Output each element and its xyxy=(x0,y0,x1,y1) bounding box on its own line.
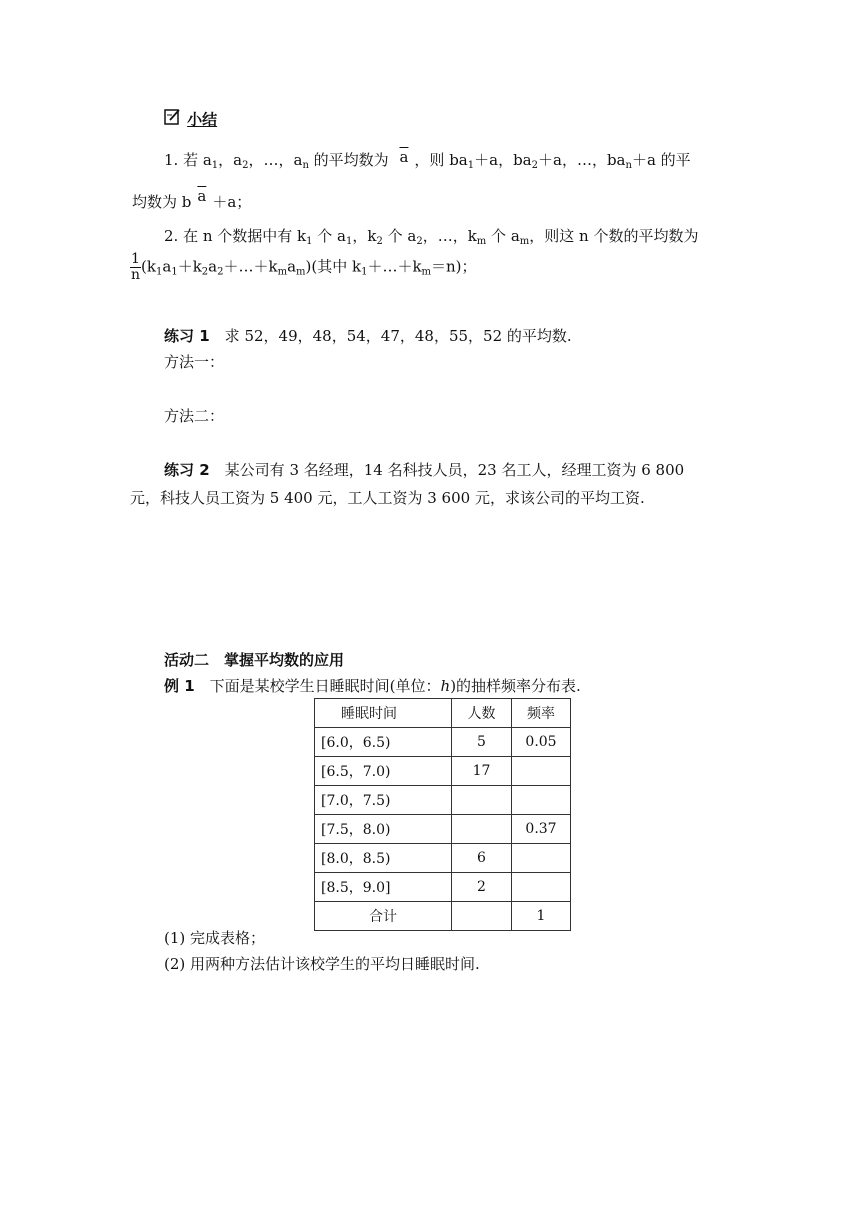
pencil-note-icon xyxy=(164,108,182,130)
frequency-table xyxy=(314,698,571,931)
exercise-1-method-2: 方法二： xyxy=(164,407,225,425)
activity-2-title: 活动二 掌握平均数的应用 xyxy=(164,651,345,669)
table-row: [8.5，9.0] 2 xyxy=(315,873,571,902)
summary-heading-text: 小结 xyxy=(187,110,218,129)
example-1-intro: 例 1 下面是某校学生日睡眠时间(单位：h)的抽样频率分布表. xyxy=(164,677,581,695)
table-row: [7.5，8.0) 0.37 xyxy=(315,815,571,844)
example-1-label: 例 1 xyxy=(164,677,195,695)
table-total-row: 合计 1 xyxy=(315,902,571,931)
summary-item-2-line-2: $\frac{1}{n}$ $(k_1a_1+k_2a_2+\dots+k_ma_m)$(其中 $k_1+\dots+k_m=n$)； xyxy=(131,251,477,283)
mean-a-symbol-2: $\overline{a}$ xyxy=(197,187,207,205)
summary-heading xyxy=(164,108,217,128)
table-header-row xyxy=(315,699,571,728)
table-header-cell: 睡眠时间 xyxy=(315,699,452,728)
table-header-cell: 频率 xyxy=(512,699,571,728)
table-header-cell: 人数 xyxy=(452,699,512,728)
exercise-2-line-2: 元，科技人员工资为 5 400 元，工人工资为 3 600 元，求该公司的平均工资. xyxy=(130,489,645,507)
summary-item-2-line-1: 2. 在 n 个数据中有 $k_1$ 个 $a_1$，$k_2$ 个 $a_2$，…，$k_m$ 个 $a_m$，则这 n 个数的平均数为 xyxy=(164,227,699,247)
question-1: (1) 完成表格； xyxy=(164,929,266,947)
table-row: [6.5，7.0) 17 xyxy=(315,757,571,786)
exercise-2-label: 练习 2 xyxy=(164,461,210,479)
fraction-1-over-n: $\frac{1}{n}$ xyxy=(131,251,141,283)
exercise-1-label: 练习 1 xyxy=(164,327,210,345)
summary-item-1-line-1: 1. 若 $a_1$，$a_2$，…，$a_n$ 的平均数为 $\overline{a}$ ，则 $ba_1+a$，$ba_2+a$，…，$ba_n+a$ 的平 xyxy=(164,148,691,171)
exercise-2-line-1: 练习 2 某公司有 3 名经理，14 名科技人员，23 名工人，经理工资为 6 800 xyxy=(164,461,685,479)
table-row: [7.0，7.5) xyxy=(315,786,571,815)
exercise-1-text: 求 52，49，48，54，47，48，55，52 的平均数. xyxy=(209,327,572,345)
mean-a-symbol: $\overline{a}$ xyxy=(399,148,409,166)
table-row: [6.0，6.5) 5 0.05 xyxy=(315,728,571,757)
table-row: [8.0，8.5) 6 xyxy=(315,844,571,873)
question-2: (2) 用两种方法估计该校学生的平均日睡眠时间. xyxy=(164,955,480,973)
exercise-1-method-1: 方法一： xyxy=(164,353,225,371)
exercise-1 xyxy=(164,326,572,346)
summary-item-1-line-2: 均数为 b $\overline{a} +a$； xyxy=(132,187,252,211)
